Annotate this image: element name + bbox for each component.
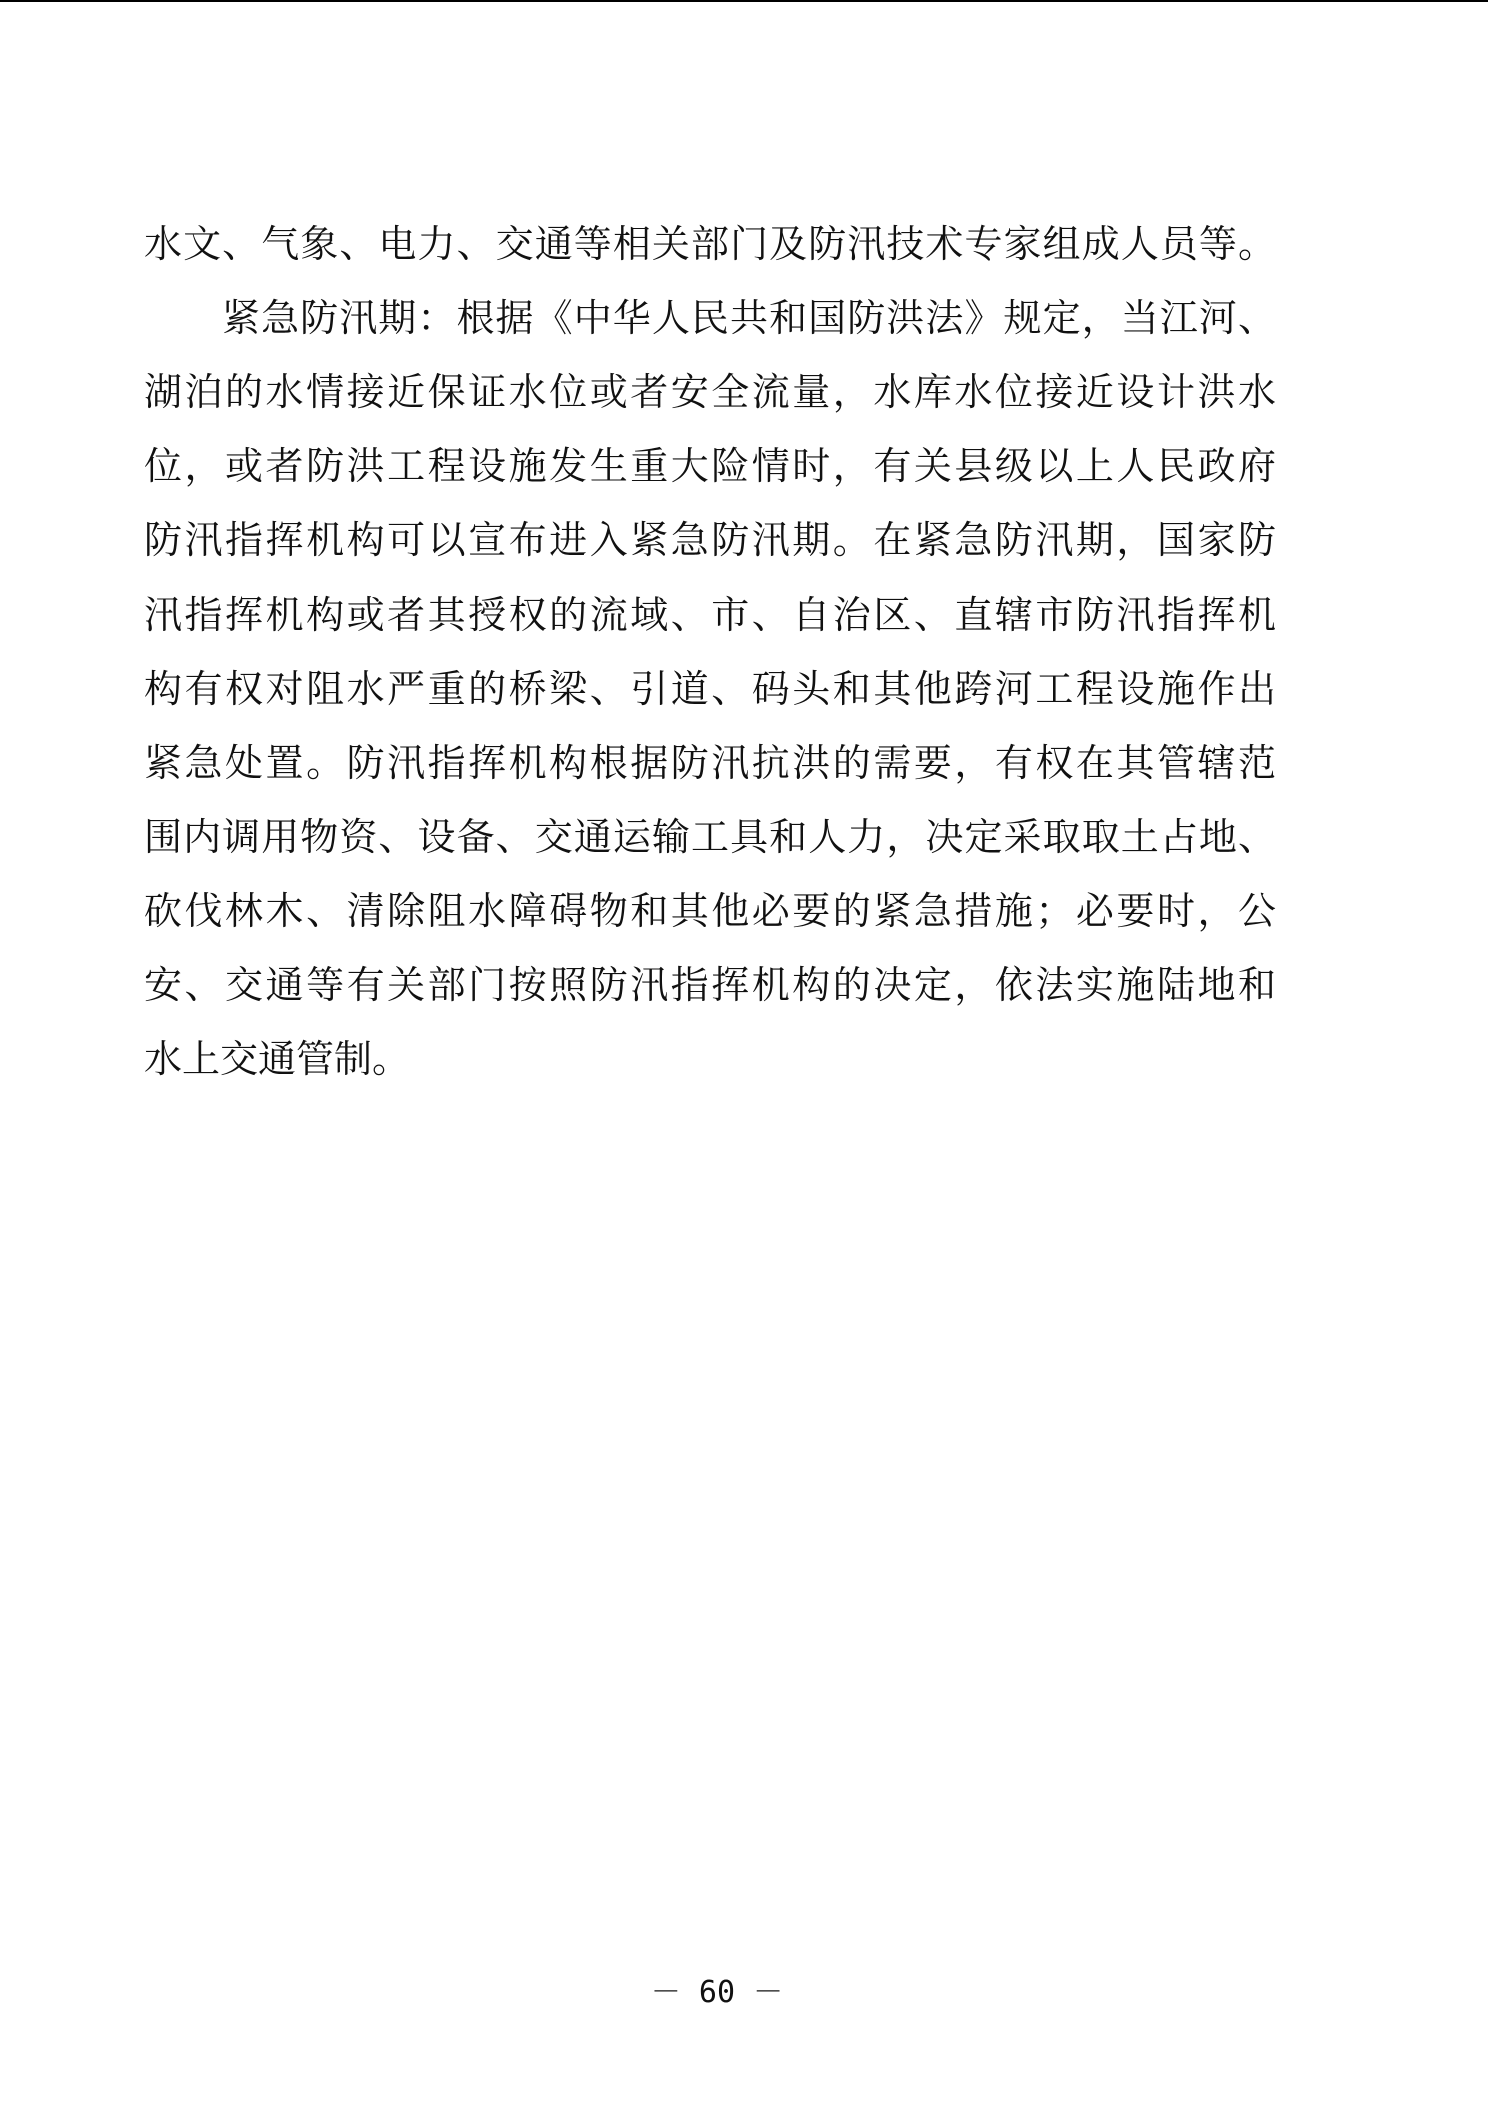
body-text-line: 水文、气象、电力、交通等相关部门及防汛技术专家组成人员等。 [144,222,1276,266]
body-text-line: 构有权对阻水严重的桥梁、引道、码头和其他跨河工程设施作出 [144,667,1276,711]
body-text-line: 紧急处置。防汛指挥机构根据防汛抗洪的需要，有权在其管辖范 [144,741,1276,785]
body-text-line: 湖泊的水情接近保证水位或者安全流量，水库水位接近设计洪水 [144,370,1276,414]
body-text-line: 位，或者防洪工程设施发生重大险情时，有关县级以上人民政府 [144,444,1276,488]
body-text-line: 砍伐林木、清除阻水障碍物和其他必要的紧急措施；必要时，公 [144,889,1276,933]
body-text-line: 安、交通等有关部门按照防汛指挥机构的决定，依法实施陆地和 [144,963,1276,1007]
paragraph-first-line: 紧急防汛期：根据《中华人民共和国防洪法》规定，当江河、 [222,296,1276,340]
body-text-line: 汛指挥机构或者其授权的流域、市、自治区、直辖市防汛指挥机 [144,593,1276,637]
top-border-line [0,0,1488,2]
body-text-line: 围内调用物资、设备、交通运输工具和人力，决定采取取土占地、 [144,815,1276,859]
body-text-line: 水上交通管制。 [144,1037,411,1081]
body-text-line: 防汛指挥机构可以宣布进入紧急防汛期。在紧急防汛期，国家防 [144,518,1276,562]
page-number: － 60 － [650,1975,784,2010]
